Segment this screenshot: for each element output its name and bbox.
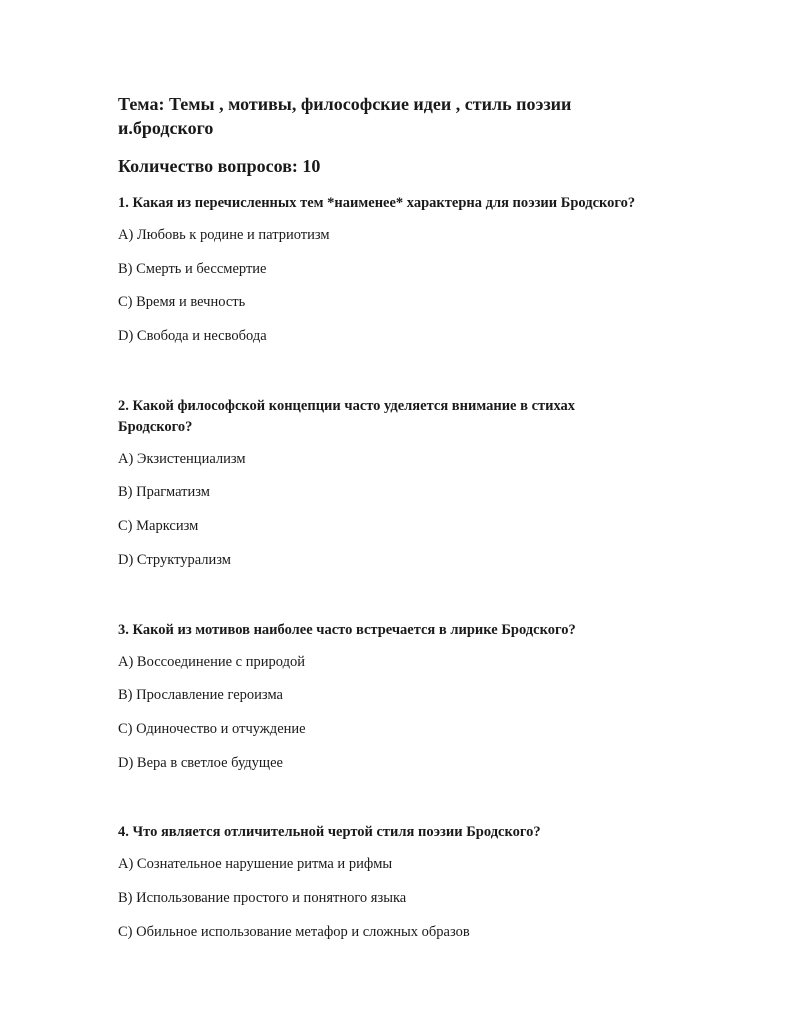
question-4 <box>118 822 718 941</box>
answer-option: B) Прославление героизма <box>118 687 283 704</box>
answer-option: A) Сознательное нарушение ритма и рифмы <box>118 856 393 873</box>
answer-option: C) Одиночество и отчуждение <box>118 720 306 737</box>
answer-option: C) Обильное использование метафор и сложных образов <box>118 923 470 940</box>
answer-option: D) Структурализм <box>118 551 231 568</box>
answer-option: A) Любовь к родине и патриотизм <box>118 227 330 243</box>
question-text: 4. Что является отличительной чертой стиля поэзии Бродского? <box>118 824 541 841</box>
question-text-line-2: Бродского? <box>118 418 193 435</box>
spacer <box>118 360 718 396</box>
question-text: 3. Какой из мотивов наиболее часто встречается в лирике Бродского? <box>118 621 576 638</box>
answer-option: A) Экзистенциализм <box>118 450 246 467</box>
document-title <box>118 92 718 140</box>
question-text-line-1: 2. Какой философской концепции часто уделяется внимание в стихах <box>118 397 576 414</box>
document-page <box>118 92 718 955</box>
title-line-2: и.бродского <box>118 118 214 138</box>
question-text <box>118 396 718 438</box>
title-line-1: Тема: Темы , мотивы, философские идеи , стиль поэзии <box>118 94 572 114</box>
question-1 <box>118 193 718 346</box>
answer-option: D) Вера в светлое будущее <box>118 754 283 771</box>
spacer <box>118 584 718 620</box>
answer-option: C) Марксизм <box>118 518 199 535</box>
answer-option: B) Смерть и бессмертие <box>118 260 267 277</box>
answer-option: B) Использование простого и понятного языка <box>118 889 407 906</box>
question-3 <box>118 620 718 773</box>
spacer <box>118 786 718 822</box>
question-count: Количество вопросов: 10 <box>118 156 321 176</box>
answer-option: C) Время и вечность <box>118 294 246 311</box>
answer-option: D) Свобода и несвобода <box>118 328 267 345</box>
question-text: 1. Какая из перечисленных тем *наименее* характерна для поэзии Бродского? <box>118 195 636 211</box>
answer-option: B) Прагматизм <box>118 484 210 501</box>
question-2 <box>118 396 718 570</box>
answer-option: A) Воссоединение с природой <box>118 653 305 670</box>
